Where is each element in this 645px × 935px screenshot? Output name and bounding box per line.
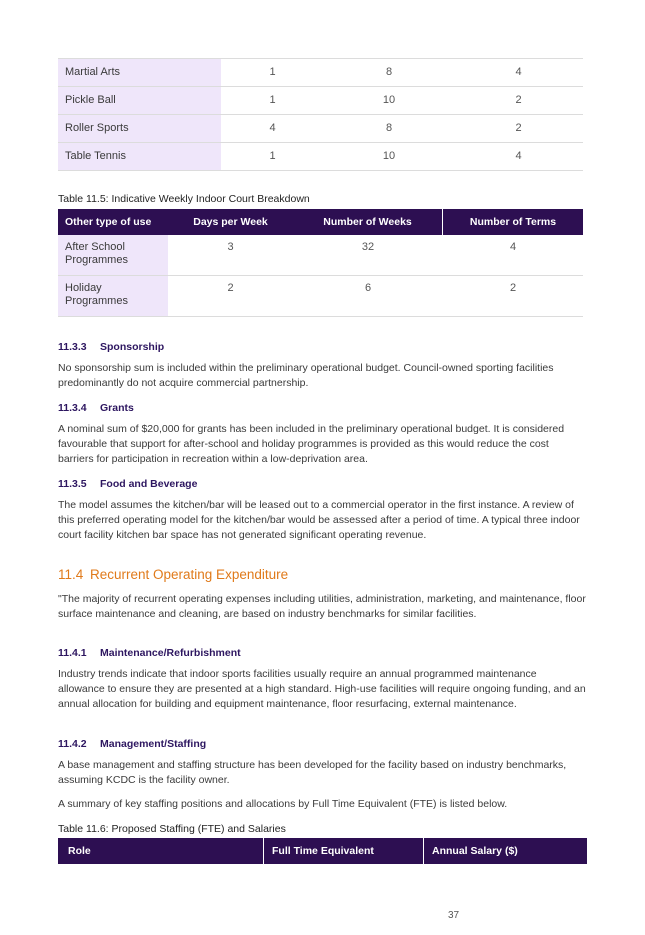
page-number-text: 37	[447, 910, 460, 921]
subsection-number: 11.3.3	[58, 341, 87, 353]
table-row	[58, 276, 583, 317]
paragraph: The model assumes the kitchen/bar will be leased out to a commercial operator in the first instance. A review of this preferred operating model for the kitchen/bar would be assessed after a period of time. A typical three indoor court facility kitchen bar space has not generated significant operating revenue.	[58, 499, 580, 541]
subsection-number: 11.4.1	[58, 647, 87, 659]
paragraph: "The majority of recurrent operating expenses including utilities, administration, marketing, and maintenance, floor surface maintenance and cleaning, are based on industry benchmarks for similar facilities.	[58, 593, 586, 620]
column-header: Other type of use	[65, 216, 152, 228]
court-breakdown-table	[58, 209, 583, 317]
cell-line: Programmes	[65, 295, 128, 307]
column-header: Number of Weeks	[293, 209, 443, 235]
column-header: Days per Week	[193, 216, 268, 228]
table-cell: 10	[382, 94, 396, 106]
table-cell: 8	[385, 66, 393, 78]
subsection-number: 11.3.4	[58, 402, 87, 414]
subsection-title: Maintenance/Refurbishment	[100, 647, 241, 659]
subsection-heading	[58, 341, 164, 353]
paragraph: No sponsorship sum is included within the preliminary operational budget. Council-owned sporting facilities predominantly do not acquire commercial partnership.	[58, 362, 554, 389]
section-heading	[58, 567, 288, 582]
table-cell: Roller Sports	[58, 115, 221, 142]
table-cell: 4	[515, 66, 522, 78]
table-cell: Martial Arts	[58, 59, 221, 86]
table-cell: Pickle Ball	[58, 87, 221, 114]
subsection-heading	[58, 647, 241, 659]
table-row	[58, 235, 583, 276]
table-cell: 4	[269, 122, 276, 134]
table-cell: 4	[509, 241, 517, 253]
table-header	[58, 209, 583, 235]
table-caption: Table 11.6: Proposed Staffing (FTE) and Salaries	[58, 823, 286, 835]
subsection-number: 11.4.2	[58, 738, 87, 750]
table-cell	[58, 276, 168, 316]
cell-line: Holiday	[65, 282, 102, 294]
cell-line: After School	[65, 241, 125, 253]
table-row	[58, 87, 583, 115]
subsection-title: Grants	[100, 402, 134, 414]
table-row	[58, 115, 583, 143]
activity-table	[58, 58, 583, 171]
table-cell	[58, 235, 168, 275]
table-cell: 1	[269, 94, 276, 106]
table-cell: 8	[385, 122, 393, 134]
paragraph: Industry trends indicate that indoor sports facilities usually require an annual programmed maintenance allowance to ensure they are presented at a high standard. High-use facilities will require ongoing funding, and an annual allocation for building and equipment maintenance, floor resurfacing, external maintenance.	[58, 668, 586, 710]
table-cell: 2	[509, 282, 517, 294]
column-header: Number of Terms	[469, 216, 557, 228]
paragraph: A base management and staffing structure has been developed for the facility based on industry benchmarks, assuming KCDC is the facility owner.	[58, 759, 567, 786]
subsection-title: Food and Beverage	[100, 478, 198, 490]
subsection-title: Management/Staffing	[100, 738, 207, 750]
page-number	[0, 910, 645, 921]
table-caption: Table 11.5: Indicative Weekly Indoor Court Breakdown	[58, 193, 310, 205]
table-row	[58, 59, 583, 87]
subsection-heading	[58, 478, 197, 490]
table-cell: 3	[227, 241, 234, 253]
column-header: Full Time Equivalent	[264, 838, 424, 864]
paragraph: A summary of key staffing positions and allocations by Full Time Equivalent (FTE) is listed below.	[58, 798, 508, 810]
section-number: 11.4	[58, 567, 84, 582]
subsection-heading	[58, 402, 134, 414]
cell-line: Programmes	[65, 254, 128, 266]
table-cell: 6	[364, 282, 372, 294]
table-cell: 2	[515, 94, 522, 106]
table-row	[58, 143, 583, 171]
table-cell: Table Tennis	[58, 143, 221, 170]
column-header: Annual Salary ($)	[432, 845, 518, 857]
table-cell: 1	[269, 150, 276, 162]
table-cell: 2	[227, 282, 234, 294]
staffing-table-header	[58, 838, 587, 864]
subsection-heading	[58, 738, 206, 750]
subsection-title: Sponsorship	[100, 341, 165, 353]
table-cell: 4	[515, 150, 522, 162]
table-cell: 10	[382, 150, 396, 162]
subsection-number: 11.3.5	[58, 478, 87, 490]
section-title: Recurrent Operating Expenditure	[90, 567, 289, 582]
column-header: Role	[58, 838, 264, 864]
table-cell: 1	[269, 66, 276, 78]
table-cell: 2	[515, 122, 522, 134]
paragraph: A nominal sum of $20,000 for grants has been included in the preliminary operational budget. It is considered favourable that support for after-school and holiday programmes is provided as this would reduce the cost barriers for participation in recreation within a low-deprivation area.	[58, 423, 565, 465]
table-cell: 32	[361, 241, 375, 253]
